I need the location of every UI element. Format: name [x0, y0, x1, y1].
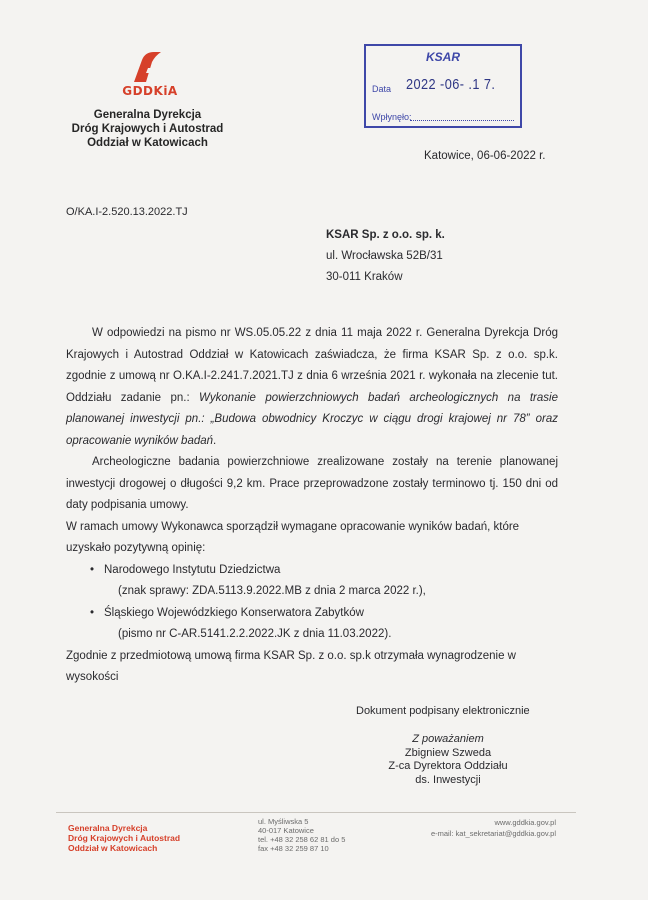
footer-org-line: Dróg Krajowych i Autostrad: [68, 833, 181, 843]
signed-electronically-note: Dokument podpisany elektronicznie: [356, 705, 530, 717]
paragraph-1: [66, 323, 558, 452]
signature-block: [368, 733, 528, 787]
paragraph-4: Zgodnie z przedmiotową umową firma KSAR Sp. z o.o. sp.k otrzymała wynagrodzenie w wysokości: [66, 649, 516, 683]
org-line: Generalna Dyrekcja: [93, 109, 202, 121]
list-item: [90, 603, 558, 646]
list-item-title: Śląskiego Wojewódzkiego Konserwatora Zabytków: [104, 606, 364, 619]
org-line: Oddział w Katowicach: [87, 137, 208, 149]
gddkia-logo-icon: [128, 48, 164, 84]
footer-contact: [390, 817, 556, 839]
stamp-title: KSAR: [425, 50, 460, 64]
paragraph-3: W ramach umowy Wykonawca sporządził wymagane opracowanie wyników badań, które uzyskało pozytywną opinię:: [66, 520, 520, 554]
letter-body: [66, 323, 558, 689]
list-item-detail: (znak sprawy: ZDA.5113.9.2022.MB z dnia 2 marca 2022 r.),: [118, 585, 426, 597]
bullet-icon: •: [90, 606, 95, 619]
footer-org-line: Generalna Dyrekcja: [68, 823, 148, 833]
paragraph-1-end: .: [213, 434, 217, 447]
recipient-address: [326, 225, 445, 288]
recipient-city: 30-011 Kraków: [326, 271, 403, 283]
list-item-title: Narodowego Instytutu Dziedzictwa: [104, 563, 281, 576]
received-stamp: [364, 44, 522, 128]
place-and-date: Katowice, 06-06-2022 r.: [424, 150, 546, 162]
footer-address-line: tel. +48 32 258 62 81 do 5: [258, 835, 346, 844]
signatory-dept: ds. Inwestycji: [415, 773, 481, 786]
org-line: Dróg Krajowych i Autostrad: [71, 123, 224, 135]
footer-address-line: ul. Myśliwska 5: [258, 817, 309, 826]
reference-number: O/KA.I-2.520.13.2022.TJ: [66, 206, 188, 218]
stamp-date-label: Data: [372, 84, 392, 94]
recipient-name: KSAR Sp. z o.o. sp. k.: [326, 229, 445, 241]
footer-website-link[interactable]: www.gddkia.gov.pl: [494, 818, 556, 827]
paragraph-2: Archeologiczne badania powierzchniowe zrealizowane zostały na terenie planowanej inwestycji drogowej o długości 9,2 km. Prace przeprowadzone zostały terminowo tj. 150 dni od daty podpisania umowy.: [66, 456, 558, 511]
stamp-dotted-line: [410, 120, 514, 121]
signatory-name: Zbigniew Szweda: [404, 746, 492, 759]
project-title: Wykonanie powierzchniowych badań archeologicznych na trasie planowanej inwestycji pn.: „Budowa obwodnicy Kroczyc w ciągu drogi krajowej nr 78” oraz opracowanie wyników badań: [66, 391, 558, 447]
signatory-role: Z-ca Dyrektora Oddziału: [388, 760, 508, 772]
footer-address-line: fax +48 32 259 87 10: [258, 844, 329, 853]
footer-org-line: Oddział w Katowicach: [68, 843, 158, 853]
recipient-street: ul. Wrocławska 52B/31: [326, 250, 443, 262]
signature-greeting: Z poważaniem: [412, 733, 484, 745]
footer-divider: [56, 812, 576, 813]
paragraph-1-text: W odpowiedzi na pismo nr WS.05.05.22 z dnia 11 maja 2022 r. Generalna Dyrekcja Dróg Krajowych i Autostrad Oddział w Katowicach zaświadcza, że firma KSAR Sp. z o.o. sp.k. zgodnie z umową nr O.KA.I-2.241.7.2021.TJ z dnia 6 września 2021 r. wykonała na zlecenie tut. Oddziału zadanie pn.:: [66, 327, 558, 404]
list-item: [90, 560, 558, 603]
opinion-list: [90, 560, 558, 646]
footer-email-link[interactable]: e-mail: kat_sekretariat@gddkia.gov.pl: [430, 829, 556, 838]
footer-organization: [68, 823, 180, 853]
logo-wordmark: GDDKiA: [122, 84, 178, 98]
footer-address: [258, 817, 345, 853]
bullet-icon: •: [90, 563, 95, 576]
stamp-received-label: Wpłynęło:: [372, 112, 412, 122]
footer-address-line: 40-017 Katowice: [258, 826, 314, 835]
list-item-detail: (pismo nr C-AR.5141.2.2.2022.JK z dnia 11.03.2022).: [118, 628, 392, 640]
sender-organization: [55, 108, 240, 150]
stamp-date-value: 2022 -06- .1 7.: [406, 76, 496, 93]
